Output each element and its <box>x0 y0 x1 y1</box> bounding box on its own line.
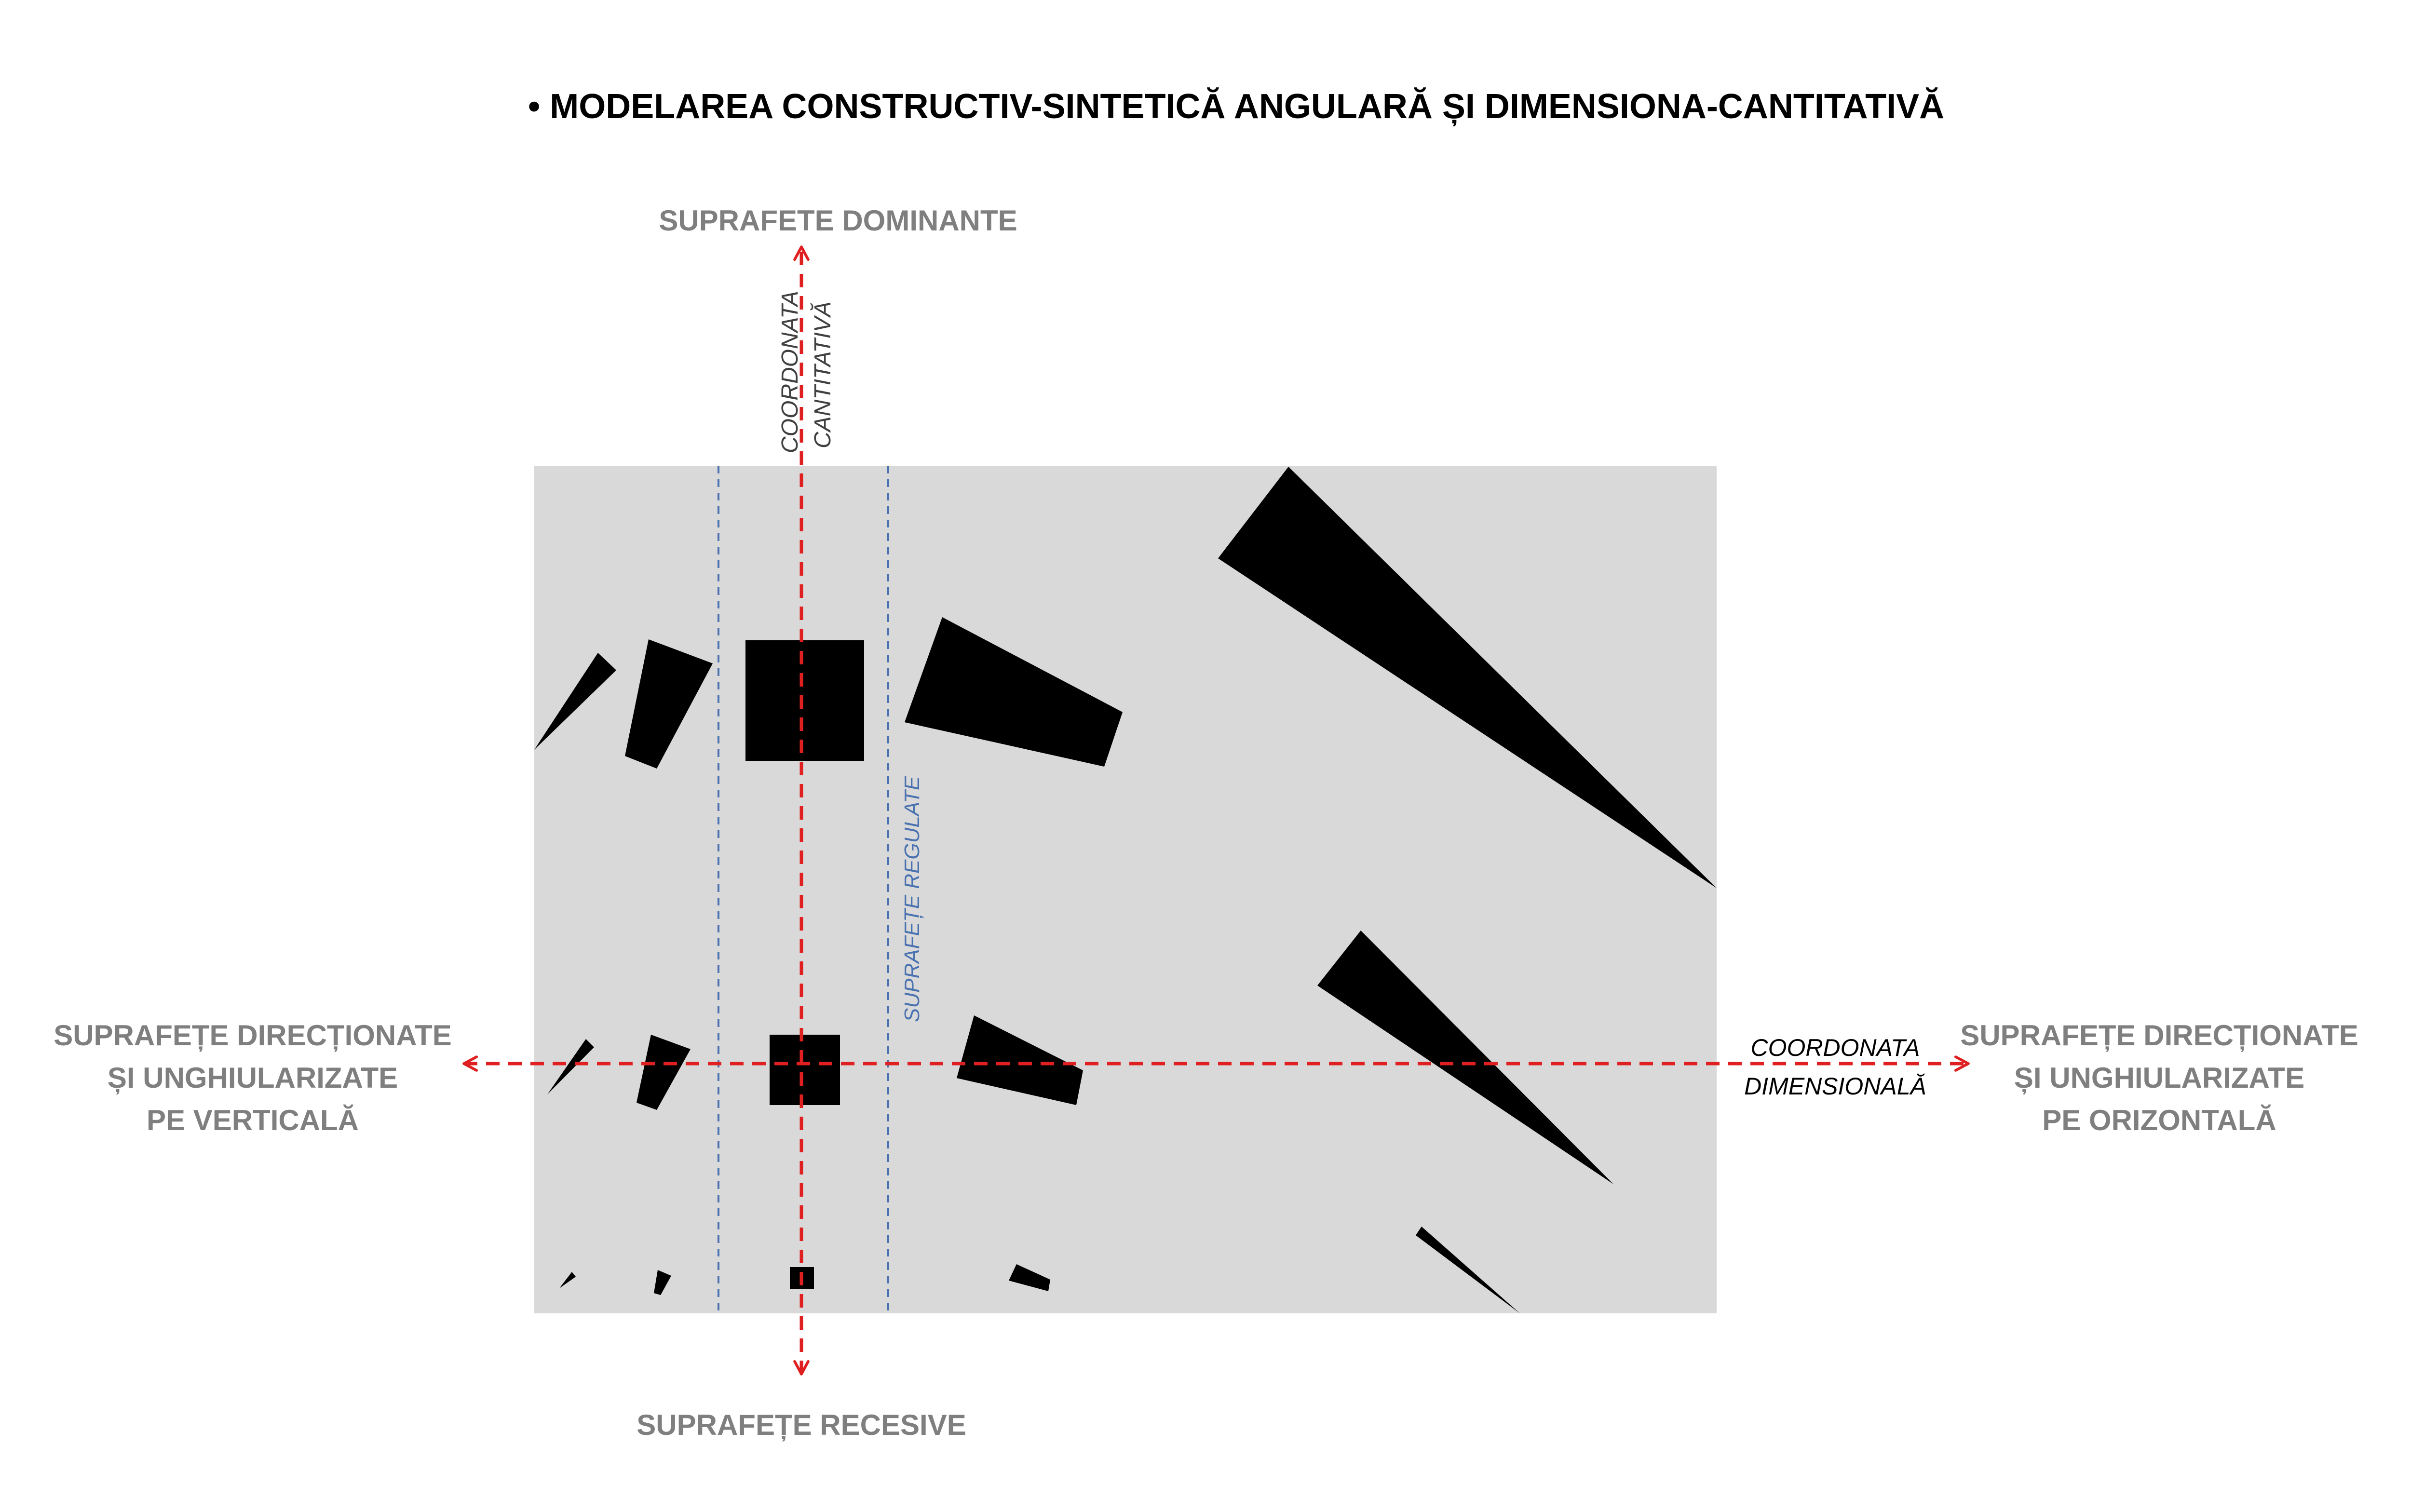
pole-right-line-2: ȘI UNGHIULARIZATE <box>2014 1062 2305 1094</box>
pole-right-line-3: PE ORIZONTALĂ <box>2042 1104 2276 1136</box>
pole-left-line-3: PE VERTICALĂ <box>146 1104 359 1136</box>
regulated-band-label: SUPRAFEȚE REGULATE <box>900 776 924 1022</box>
pole-right-label <box>1960 1019 2358 1136</box>
vertical-axis-label-line-1: COORDONATA <box>777 291 803 453</box>
pole-left-line-1: SUPRAFEȚE DIRECȚIONATE <box>54 1019 452 1052</box>
horizontal-axis-label-line-1: COORDONATA <box>1750 1034 1920 1061</box>
pole-left-label <box>54 1019 452 1136</box>
pole-right-line-1: SUPRAFEȚE DIRECȚIONATE <box>1960 1019 2358 1052</box>
pole-top-label: SUPRAFETE DOMINANTE <box>659 204 1017 237</box>
vertical-axis-label <box>777 291 836 453</box>
square-shape <box>770 1035 840 1105</box>
square-shape <box>745 640 864 761</box>
pole-bottom-label: SUPRAFEȚE RECESIVE <box>637 1409 966 1441</box>
composition-panel <box>534 466 1717 1313</box>
horizontal-axis-label-line-2: DIMENSIONALĂ <box>1744 1073 1926 1100</box>
diagram-title: • MODELAREA CONSTRUCTIV-SINTETICĂ ANGULARĂ ȘI DIMENSIONA-CANTITATIVĂ <box>528 87 1945 126</box>
horizontal-axis-label <box>1744 1034 1926 1100</box>
vertical-axis-label-line-2: CANTITATIVĂ <box>810 301 836 448</box>
pole-left-line-2: ȘI UNGHIULARIZATE <box>107 1062 398 1094</box>
